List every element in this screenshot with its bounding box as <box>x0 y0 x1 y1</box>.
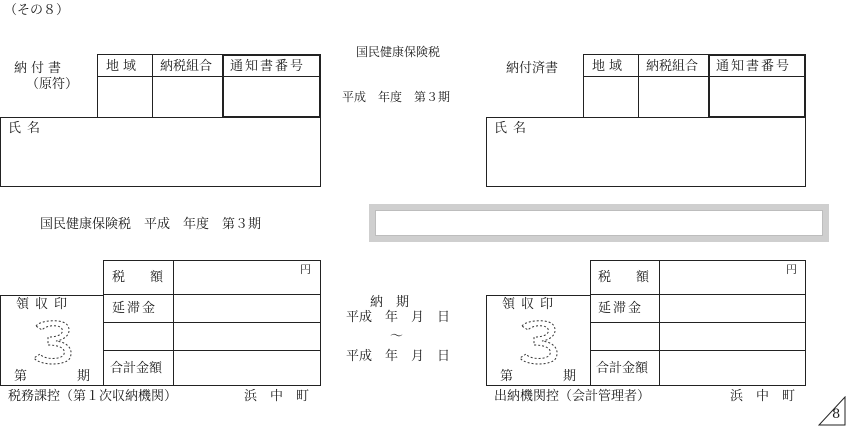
divider <box>103 294 321 295</box>
divider <box>590 350 806 351</box>
period-prefix: 第 <box>14 369 28 384</box>
due-line2: 平成 年 月 日 <box>346 349 451 364</box>
footer-right-right: 浜 中 町 <box>730 389 796 404</box>
divider <box>638 54 639 118</box>
col-union-right: 納税組合 <box>646 59 699 74</box>
due-line1: 平成 年 月 日 <box>346 310 451 325</box>
divider <box>590 322 806 323</box>
yen-label-right: 円 <box>786 263 797 276</box>
footer-left-right: 出納機関控（会計管理者） <box>494 389 651 404</box>
divider <box>583 76 709 77</box>
mid-title: 国民健康保険税 平成 年度 第３期 <box>40 217 262 232</box>
stamp-label-right: 領収印 <box>502 297 560 312</box>
footer-right: 浜 中 町 <box>244 389 310 404</box>
yen-label: 円 <box>300 263 311 276</box>
divider <box>97 76 223 77</box>
gray-band <box>369 204 829 242</box>
due-title: 納 期 <box>370 295 410 310</box>
divider <box>103 350 321 351</box>
stub-label-main: 納付書 <box>14 61 66 76</box>
footer-left: 税務課控（第１次収納機関） <box>8 389 178 404</box>
col-notice: 通知書番号 <box>230 59 306 74</box>
row-total: 合計金額 <box>110 361 163 376</box>
row-tax-right: 税 額 <box>598 270 656 285</box>
divider <box>103 322 321 323</box>
period-suffix-right: 期 <box>563 369 577 384</box>
col-area: 地域 <box>106 59 141 74</box>
period-suffix: 期 <box>77 369 91 384</box>
dashed-3-outline <box>30 318 76 366</box>
stub-label-main-right: 納付済書 <box>506 61 559 76</box>
right-name-box <box>486 117 806 187</box>
divider <box>152 54 153 118</box>
stub-label-sub: （原符） <box>26 77 79 92</box>
due-tilde: ～ <box>390 329 404 344</box>
page-label: （その８） <box>4 3 70 18</box>
divider <box>590 294 806 295</box>
center-period: 平成 年度 第３期 <box>342 90 451 104</box>
row-tax: 税 額 <box>112 270 170 285</box>
name-label: 氏名 <box>8 121 47 136</box>
divider <box>222 76 321 77</box>
left-name-box <box>0 117 321 187</box>
dashed-3-outline-right <box>516 318 562 366</box>
stamp-label: 領収印 <box>16 297 74 312</box>
divider <box>173 260 174 386</box>
center-title: 国民健康保険税 <box>356 45 441 59</box>
name-label-right: 氏名 <box>494 121 533 136</box>
row-total-right: 合計金額 <box>596 361 649 376</box>
divider <box>708 76 806 77</box>
divider <box>659 260 660 386</box>
corner-number: 8 <box>832 407 841 422</box>
row-late-right: 延滞金 <box>598 301 644 316</box>
row-late: 延滞金 <box>112 301 158 316</box>
col-area-right: 地域 <box>592 59 627 74</box>
period-prefix-right: 第 <box>500 369 514 384</box>
col-union: 納税組合 <box>160 59 213 74</box>
col-notice-right: 通知書番号 <box>716 59 792 74</box>
